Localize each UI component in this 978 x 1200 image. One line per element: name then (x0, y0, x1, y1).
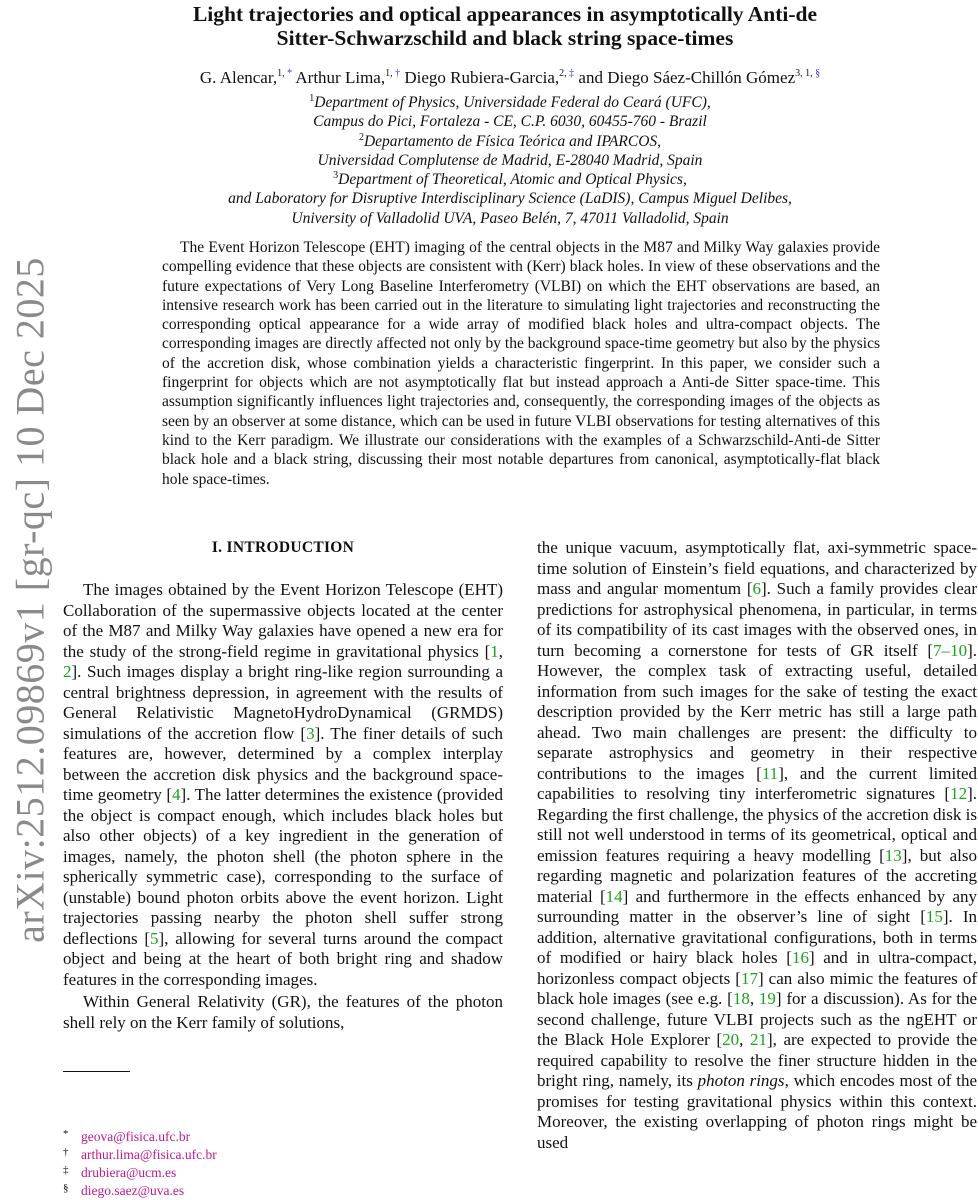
body-text: ]. However, the complex task of extracting useful, detailed information from such images for the sake of testing the exact description provided by the Kerr metric has still a large path ahead. Two main challenges are present: the difficulty to separate astrophysics and geometry in their respective contributions to the images [ (537, 640, 977, 783)
citation-link[interactable]: 3 (306, 723, 315, 743)
author-saez-chillon: and Diego Sáez-Chillón Gómez (574, 68, 796, 87)
author-affil-sup: 1, (385, 68, 396, 79)
intro-paragraph-2-continued (537, 538, 977, 1153)
body-text: ], are expected to provide the required capability to resolve the finer structure hidden in the bright ring, namely, its (537, 1030, 977, 1090)
affiliation-text: Department of Physics, Universidade Federal do Ceará (UFC), (314, 94, 711, 111)
body-text: , which encodes most of the promises for testing gravitational physics within this context. Moreover, the existing overlapping of photon rings might be used (537, 1071, 977, 1152)
body-text: ], but also regarding magnetic and polarization features of the accreting material [ (537, 845, 977, 906)
footnote-3: ‡ drubiera@ucm.es (63, 1164, 177, 1180)
email-link[interactable]: arthur.lima@fisica.ufc.br (81, 1147, 217, 1162)
emphasis-text: photon rings (697, 1071, 785, 1090)
citation-link[interactable]: 13 (884, 845, 902, 865)
affiliation-number: 3 (333, 170, 339, 182)
body-text: ] and furthermore in the effects enhanced by any surrounding matter in the observer’s line of sight [ (537, 886, 977, 926)
body-text: The images obtained by the Event Horizon Telescope (EHT) Collaboration of the supermassive objects located at the center of the M87 and Milky Way galaxies have opened a new era for the study of the strong-field regime in gravitational physics [ (63, 580, 503, 661)
paper-title (110, 2, 900, 50)
email-link[interactable]: geova@fisica.ufc.br (81, 1129, 191, 1144)
author-lima: Arthur Lima, (292, 68, 386, 87)
affiliation-text: Departamento de Física Teórica and IPARCOS, (363, 132, 662, 150)
body-text: ]. Regarding the first challenge, the physics of the accretion disk is still not well understood in terms of its geometrical, optical and emission features requiring a heavy modelling [ (537, 784, 977, 865)
section-heading-introduction: I. INTRODUCTION (211, 539, 355, 556)
abstract: The Event Horizon Telescope (EHT) imaging of the central objects in the M87 and Milky Way galaxies provide compelling evidence that these objects are consistent with (Kerr) black holes. In view of these observations and the future expectations of Very Long Baseline Interferometry (VLBI) on which the EHT observations are based, an intensive research work has been carried out in the literature to simulating light trajectories and reconstructing the corresponding optical appearance for a wide array of modified black holes and ultra-compact objects. The corresponding images are directly affected not only by the background space-time geometry but also by the physics of the accretion disk, whose combination yields a characteristic fingerprint. In this paper, we consider such a fingerprint for objects which are not asymptotically flat but instead approach a Anti-de Sitter space-time. This assumption significantly influences light trajectories and, consequently, the corresponding images of the objects as seen by an observer at some distance, which can be used in future VLBI observations for testing alternatives of this kind to the Kerr paradigm. We illustrate our considerations with the examples of a Schwarzschild-Anti-de Sitter black hole and a black string, discussing their most notable departures from canonical, asymptotically-flat black hole space-times. (162, 239, 880, 488)
body-text: the unique vacuum, asymptotically flat, axi-symmetric space-time solution of Einstein’s field equations, and characterized by mass and angular momentum [ (537, 538, 977, 598)
intro-paragraph-2: Within General Relativity (GR), the features of the photon shell rely on the Kerr family of solutions, (63, 992, 503, 1032)
arxiv-identifier-stamp (0, 0, 60, 1200)
footnote-link-3[interactable]: ‡ (569, 68, 575, 79)
left-column (63, 538, 503, 1033)
footnote-link-2[interactable]: † (395, 68, 401, 79)
footnotes (63, 1128, 217, 1200)
body-text: ] can also mimic the features of black hole images (see e.g. [ (537, 968, 977, 1008)
affiliation-2-line-2: Universidad Complutense de Madrid, E-28040 Madrid, Spain (317, 151, 703, 169)
affiliation-2-line-1 (70, 132, 950, 151)
citation-link[interactable]: 6 (752, 579, 761, 598)
affiliation-number: 1 (309, 93, 315, 104)
footnote-link-1[interactable]: * (287, 68, 293, 79)
title-line-1: Light trajectories and optical appearances in asymptotically Anti-de (192, 2, 818, 26)
email-link[interactable]: drubiera@ucm.es (81, 1165, 177, 1180)
intro-paragraph-1 (63, 580, 503, 990)
right-column (537, 538, 977, 1153)
body-text: , (498, 641, 503, 661)
arxiv-id-text: arXiv:2512.09869v1 [gr-qc] 10 Dec 2025 (7, 257, 53, 943)
citation-link[interactable]: 17 (740, 968, 758, 988)
author-affil-sup: 1, (277, 68, 288, 79)
author-alencar: G. Alencar, (199, 68, 278, 87)
author-affil-sup: 2, (559, 68, 570, 79)
footnote-4: § diego.saez@uva.es (63, 1182, 185, 1198)
author-rubiera-garcia: Diego Rubiera-Garcia, (400, 68, 560, 87)
affiliation-1-line-1 (70, 93, 950, 112)
body-text: , (749, 989, 759, 1008)
body-text: ], and the current limited capabilities to resolving tiny interferometric signatures [ (537, 763, 977, 803)
citation-link[interactable]: 14 (605, 886, 623, 906)
citation-link[interactable]: 15 (925, 907, 943, 926)
citation-link[interactable]: 20 (722, 1030, 740, 1049)
citation-link[interactable]: 18 (732, 989, 750, 1008)
affiliation-3-line-2: and Laboratory for Disruptive Interdisciplinary Science (LaDIS), Campus Miguel Delibes, (228, 190, 792, 208)
body-text: ]. Such images display a bright ring-like region surrounding a central brightness depression, in agreement with the results of General Relativistic MagnetoHydroDynamical (GRMDS) simulations of the accretion flow [ (63, 662, 503, 743)
body-text: ], allowing for several turns around the compact object and being at the heart of both bright ring and shadow features in the corresponding images. (63, 928, 504, 989)
footnote-1: * geova@fisica.ufc.br (63, 1128, 191, 1144)
citation-link[interactable]: 12 (950, 784, 968, 803)
affiliation-3-line-3: University of Valladolid UVA, Paseo Belén, 7, 47011 Valladolid, Spain (291, 209, 729, 227)
footnote-divider (63, 1071, 130, 1072)
author-list (70, 68, 950, 88)
citation-link[interactable]: 21 (749, 1030, 767, 1049)
affiliation-3-line-1 (70, 170, 950, 189)
body-text: ] for a discussion). As for the second challenge, future VLBI projects such as the ngEHT or the Black Hole Explorer [ (537, 989, 978, 1049)
email-link[interactable]: diego.saez@uva.es (81, 1183, 185, 1198)
body-text: ]. In addition, alternative gravitational configurations, both in terms of modified or hairy black holes [ (537, 907, 977, 967)
affiliation-number: 2 (358, 131, 364, 143)
citation-link[interactable]: 2 (63, 662, 72, 681)
citation-link[interactable]: 16 (791, 948, 809, 967)
citation-link[interactable]: 1 (490, 641, 499, 661)
citation-link[interactable]: 19 (758, 989, 776, 1008)
affiliation-text: Department of Theoretical, Atomic and Optical Physics, (338, 171, 687, 189)
citation-link[interactable]: 7–10 (933, 640, 968, 660)
affiliation-1-line-2: Campus do Pici, Fortaleza - CE, C.P. 6030, 60455-760 - Brazil (313, 113, 707, 131)
body-text: ]. Such a family provides clear predictions for astrophysical phenomena, in particular, in terms of its compatibility of its cast images with the observed ones, in turn becoming a cornerstone for tests of GR itself [ (537, 579, 977, 660)
affiliations (70, 93, 950, 228)
citation-link[interactable]: 4 (172, 785, 181, 804)
body-text: , (739, 1030, 750, 1049)
body-text: ]. The latter determines the existence (provided the object is compact enough, which includes black holes but also other objects) of a key ingredient in the generation of images, namely, the photon shell (the photon sphere in the spherically symmetric case), corresponding to the surface of (unstable) bound photon orbits above the event horizon. Light trajectories passing nearby the photon shell suffer strong deflections [ (63, 785, 504, 948)
footnote-link-4[interactable]: § (815, 68, 821, 79)
author-affil-sup: 3, 1, (795, 68, 816, 79)
body-text: ] and in ultra-compact, horizonless compact objects [ (537, 948, 977, 988)
title-line-2: Sitter-Schwarzschild and black string space-times (276, 26, 734, 50)
citation-link[interactable]: 5 (150, 928, 159, 948)
footnote-2: † arthur.lima@fisica.ufc.br (63, 1146, 217, 1162)
body-text: ]. The finer details of such features are, however, determined by a complex interplay between the accretion disk physics and the background space-time geometry [ (63, 723, 504, 804)
citation-link[interactable]: 11 (761, 763, 779, 783)
